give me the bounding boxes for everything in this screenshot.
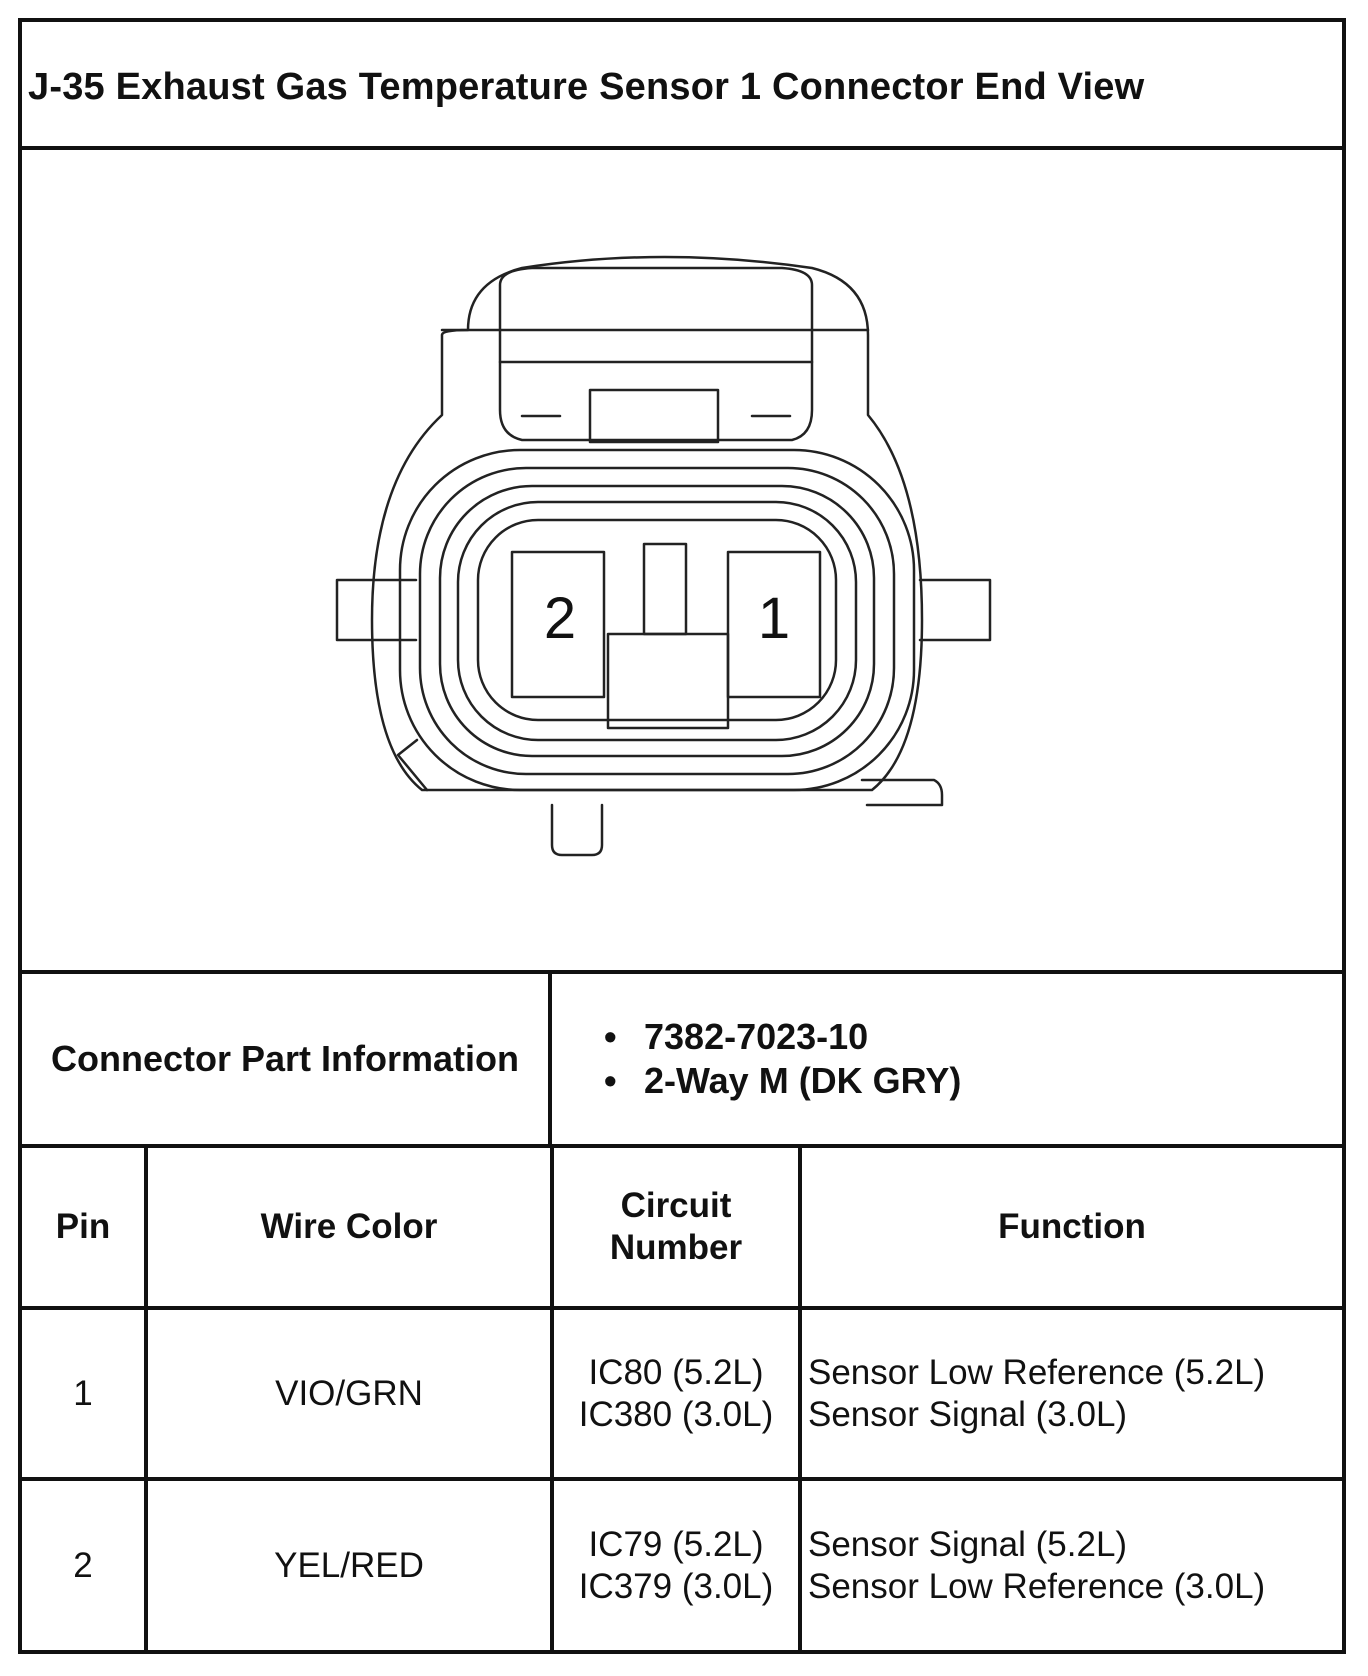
header-circuit-number: Circuit Number [552, 1148, 800, 1308]
table-row [22, 1308, 1342, 1479]
table-header-row [22, 1148, 1342, 1308]
part-info-label-cell [22, 974, 552, 1144]
bottom-right-tab [862, 780, 942, 805]
key-slot [644, 544, 686, 634]
bottom-left-lug [552, 805, 602, 855]
bullet-icon: • [604, 1060, 617, 1101]
part-info-value-cell [552, 974, 1342, 1144]
function-cell: Sensor Signal (5.2L) Sensor Low Reference (3.0L) [800, 1479, 1342, 1650]
pin-1-label: 1 [757, 586, 791, 651]
connector-sheet [18, 18, 1346, 1654]
bullet-icon: • [604, 1016, 617, 1057]
part-info-label: Connector Part Information [50, 1038, 520, 1079]
seal-ring-4 [458, 502, 856, 740]
right-ear [920, 580, 990, 640]
function-cell: Sensor Low Reference (5.2L) Sensor Signal (3.0L) [800, 1308, 1342, 1479]
wire-color-cell: YEL/RED [146, 1479, 552, 1650]
center-block [608, 634, 728, 728]
circuit-cell: IC79 (5.2L) IC379 (3.0L) [552, 1479, 800, 1650]
left-ear [337, 580, 416, 640]
connector-part-info-row [22, 974, 1342, 1148]
header-function: Function [800, 1148, 1342, 1308]
latch-outline [500, 268, 812, 330]
part-info-item: • 7382-7023-10 [604, 1016, 869, 1057]
circuit-cell: IC80 (5.2L) IC380 (3.0L) [552, 1308, 800, 1479]
header-pin: Pin [22, 1148, 146, 1308]
part-info-list [552, 1015, 961, 1103]
part-info-item: • 2-Way M (DK GRY) [604, 1060, 962, 1101]
pin-2-label: 2 [543, 586, 577, 651]
connector-end-view-drawing [22, 150, 1342, 970]
latch-center-tab [590, 390, 718, 442]
pin-table [22, 1148, 1342, 1650]
page-title: J-35 Exhaust Gas Temperature Sensor 1 Connector End View [28, 66, 1145, 108]
header-wire-color: Wire Color [146, 1148, 552, 1308]
wire-color-cell: VIO/GRN [146, 1308, 552, 1479]
table-row [22, 1479, 1342, 1650]
connector-diagram-area [22, 150, 1342, 974]
pin-cell: 1 [22, 1308, 146, 1479]
title-row [22, 22, 1342, 150]
latch-body [500, 330, 812, 440]
seal-ring-3 [440, 486, 874, 756]
pin-cell: 2 [22, 1479, 146, 1650]
